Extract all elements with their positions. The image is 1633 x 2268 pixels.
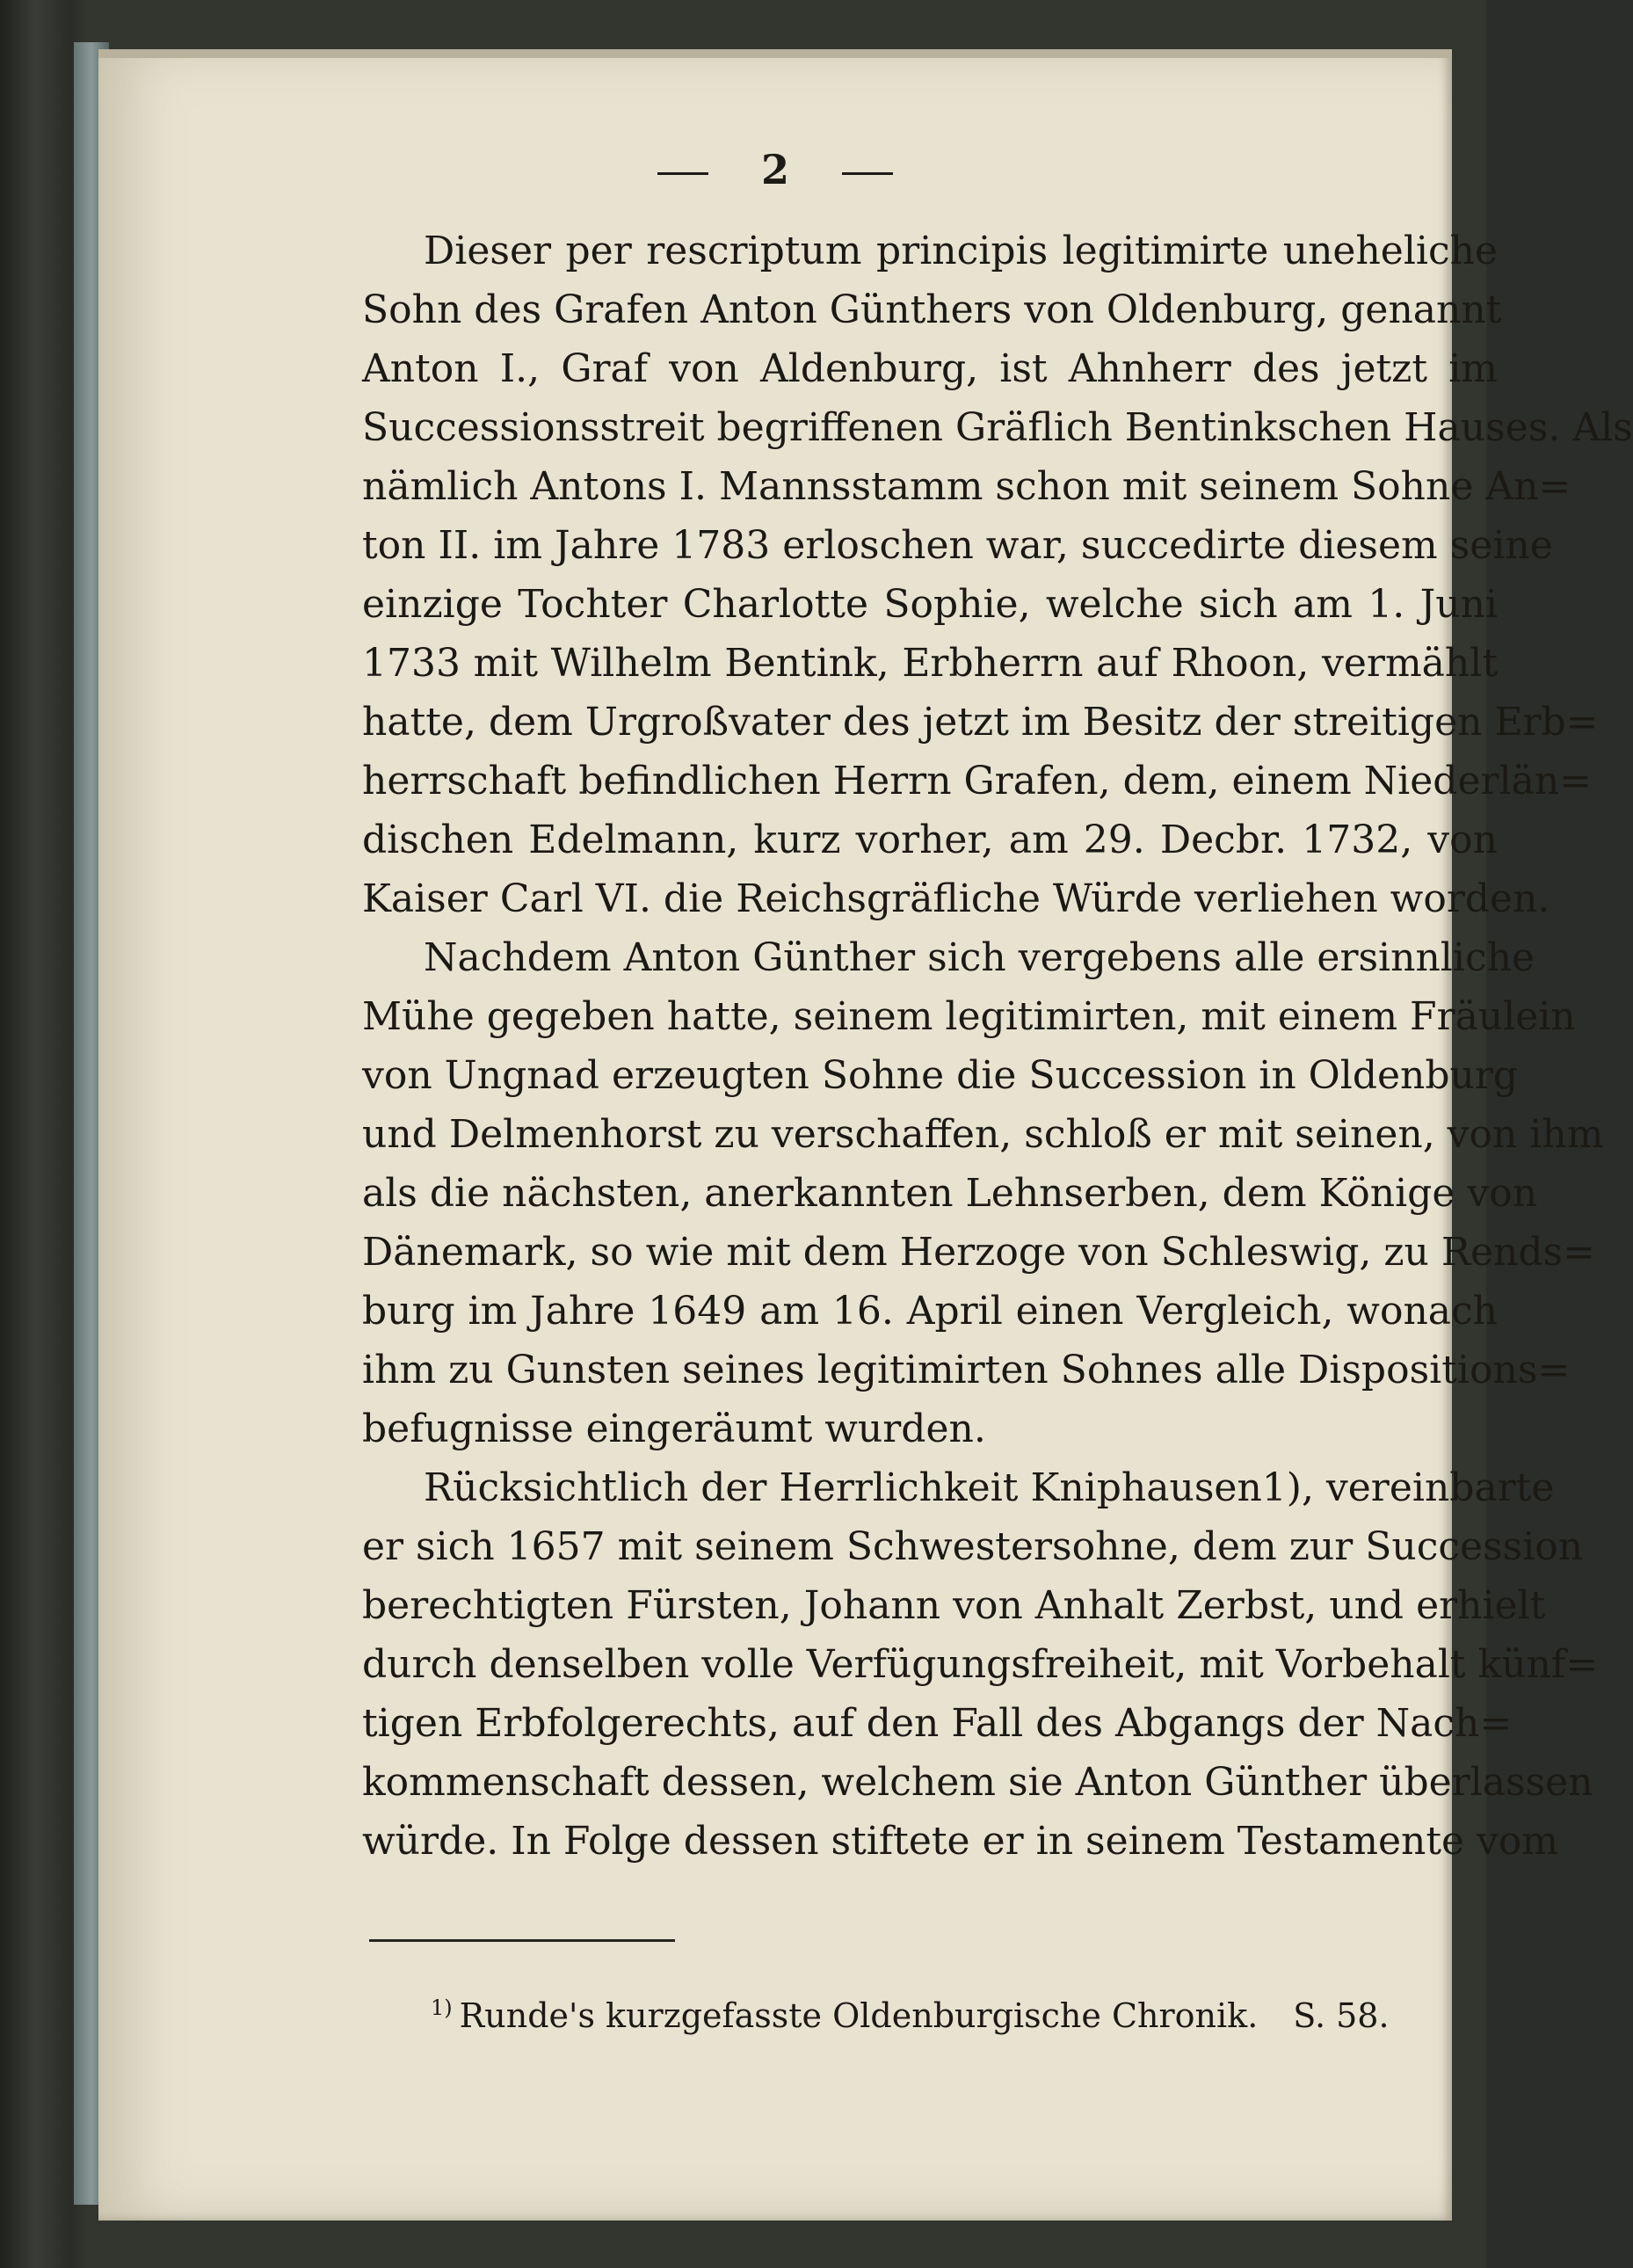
text-line: tigen Erbfolgerechts, auf den Fall des Abgangs der Nach= [362,1701,1513,1746]
text-line: dischen Edelmann, kurz vorher, am 29. Decbr. 1732, von [362,818,1498,862]
text-line: Successionsstreit begriffenen Gräflich Bentinkschen Hauses. Als [362,405,1633,450]
footnote [431,1995,1390,2035]
footnote-pages: S. 58. [1293,1996,1390,2035]
text-line: Sohn des Grafen Anton Günthers von Oldenburg, genannt [362,287,1502,332]
text-line: herrschaft befindlichen Herrn Grafen, dem, einem Niederlän= [362,759,1593,803]
page-top-edge [98,49,1452,58]
footnote-source: Runde's kurzgefasste Oldenburgische Chronik. [459,1996,1259,2035]
text-line: befugnisse eingeräumt wurden. [362,1407,986,1451]
text-line: Mühe gegeben hatte, seinem legitimirten, mit einem Fräulein [362,994,1576,1039]
text-line: ihm zu Gunsten seines legitimirten Sohnes alle Dispositions= [362,1348,1571,1392]
text-line: er sich 1657 mit seinem Schwestersohne, dem zur Succession [362,1524,1584,1569]
text-line: einzige Tochter Charlotte Sophie, welche sich am 1. Juni [362,582,1498,627]
text-line: Rücksichtlich der Herrlichkeit Kniphausen1), vereinbarte [424,1465,1555,1510]
footnote-rule [369,1939,675,1942]
text-line: 1733 mit Wilhelm Bentink, Erbherrn auf Rhoon, vermählt [362,641,1498,686]
text-line: Dänemark, so wie mit dem Herzoge von Schleswig, zu Rends= [362,1230,1595,1275]
text-line: kommenschaft dessen, welchem sie Anton Günther überlassen [362,1760,1593,1805]
page-number: 2 [760,146,789,193]
text-line: durch denselben volle Verfügungsfreiheit, mit Vorbehalt künf= [362,1642,1599,1687]
text-line: würde. In Folge dessen stiftete er in seinem Testamente vom [362,1819,1559,1864]
text-line: Anton I., Graf von Aldenburg, ist Ahnherr des jetzt im [362,346,1498,391]
text-line: von Ungnad erzeugten Sohne die Succession in Oldenburg [362,1053,1519,1098]
text-line: als die nächsten, anerkannten Lehnserben, dem Könige von [362,1171,1538,1216]
text-line: Dieser per rescriptum principis legitimirte uneheliche [424,229,1498,273]
text-line: berechtigten Fürsten, Johann von Anhalt Zerbst, und erhielt [362,1583,1546,1628]
body-text [362,222,1633,1871]
text-line: hatte, dem Urgroßvater des jetzt im Besitz der streitigen Erb= [362,700,1599,745]
text-line: ton II. im Jahre 1783 erloschen war, succedirte diesem seine [362,523,1553,568]
text-line: nämlich Antons I. Mannsstamm schon mit seinem Sohne An= [362,464,1571,509]
text-line: burg im Jahre 1649 am 16. April einen Vergleich, wonach [362,1289,1498,1334]
header-dash-right [842,172,893,175]
text-line: Nachdem Anton Günther sich vergebens alle ersinnliche [424,935,1535,980]
footnote-marker: 1) [431,1995,453,2020]
page-header [98,146,1452,193]
text-line: Kaiser Carl VI. die Reichsgräfliche Würde verliehen worden. [362,876,1550,921]
header-dash-left [657,172,708,175]
text-line: und Delmenhorst zu verschaffen, schloß er mit seinen, von ihm [362,1112,1604,1157]
